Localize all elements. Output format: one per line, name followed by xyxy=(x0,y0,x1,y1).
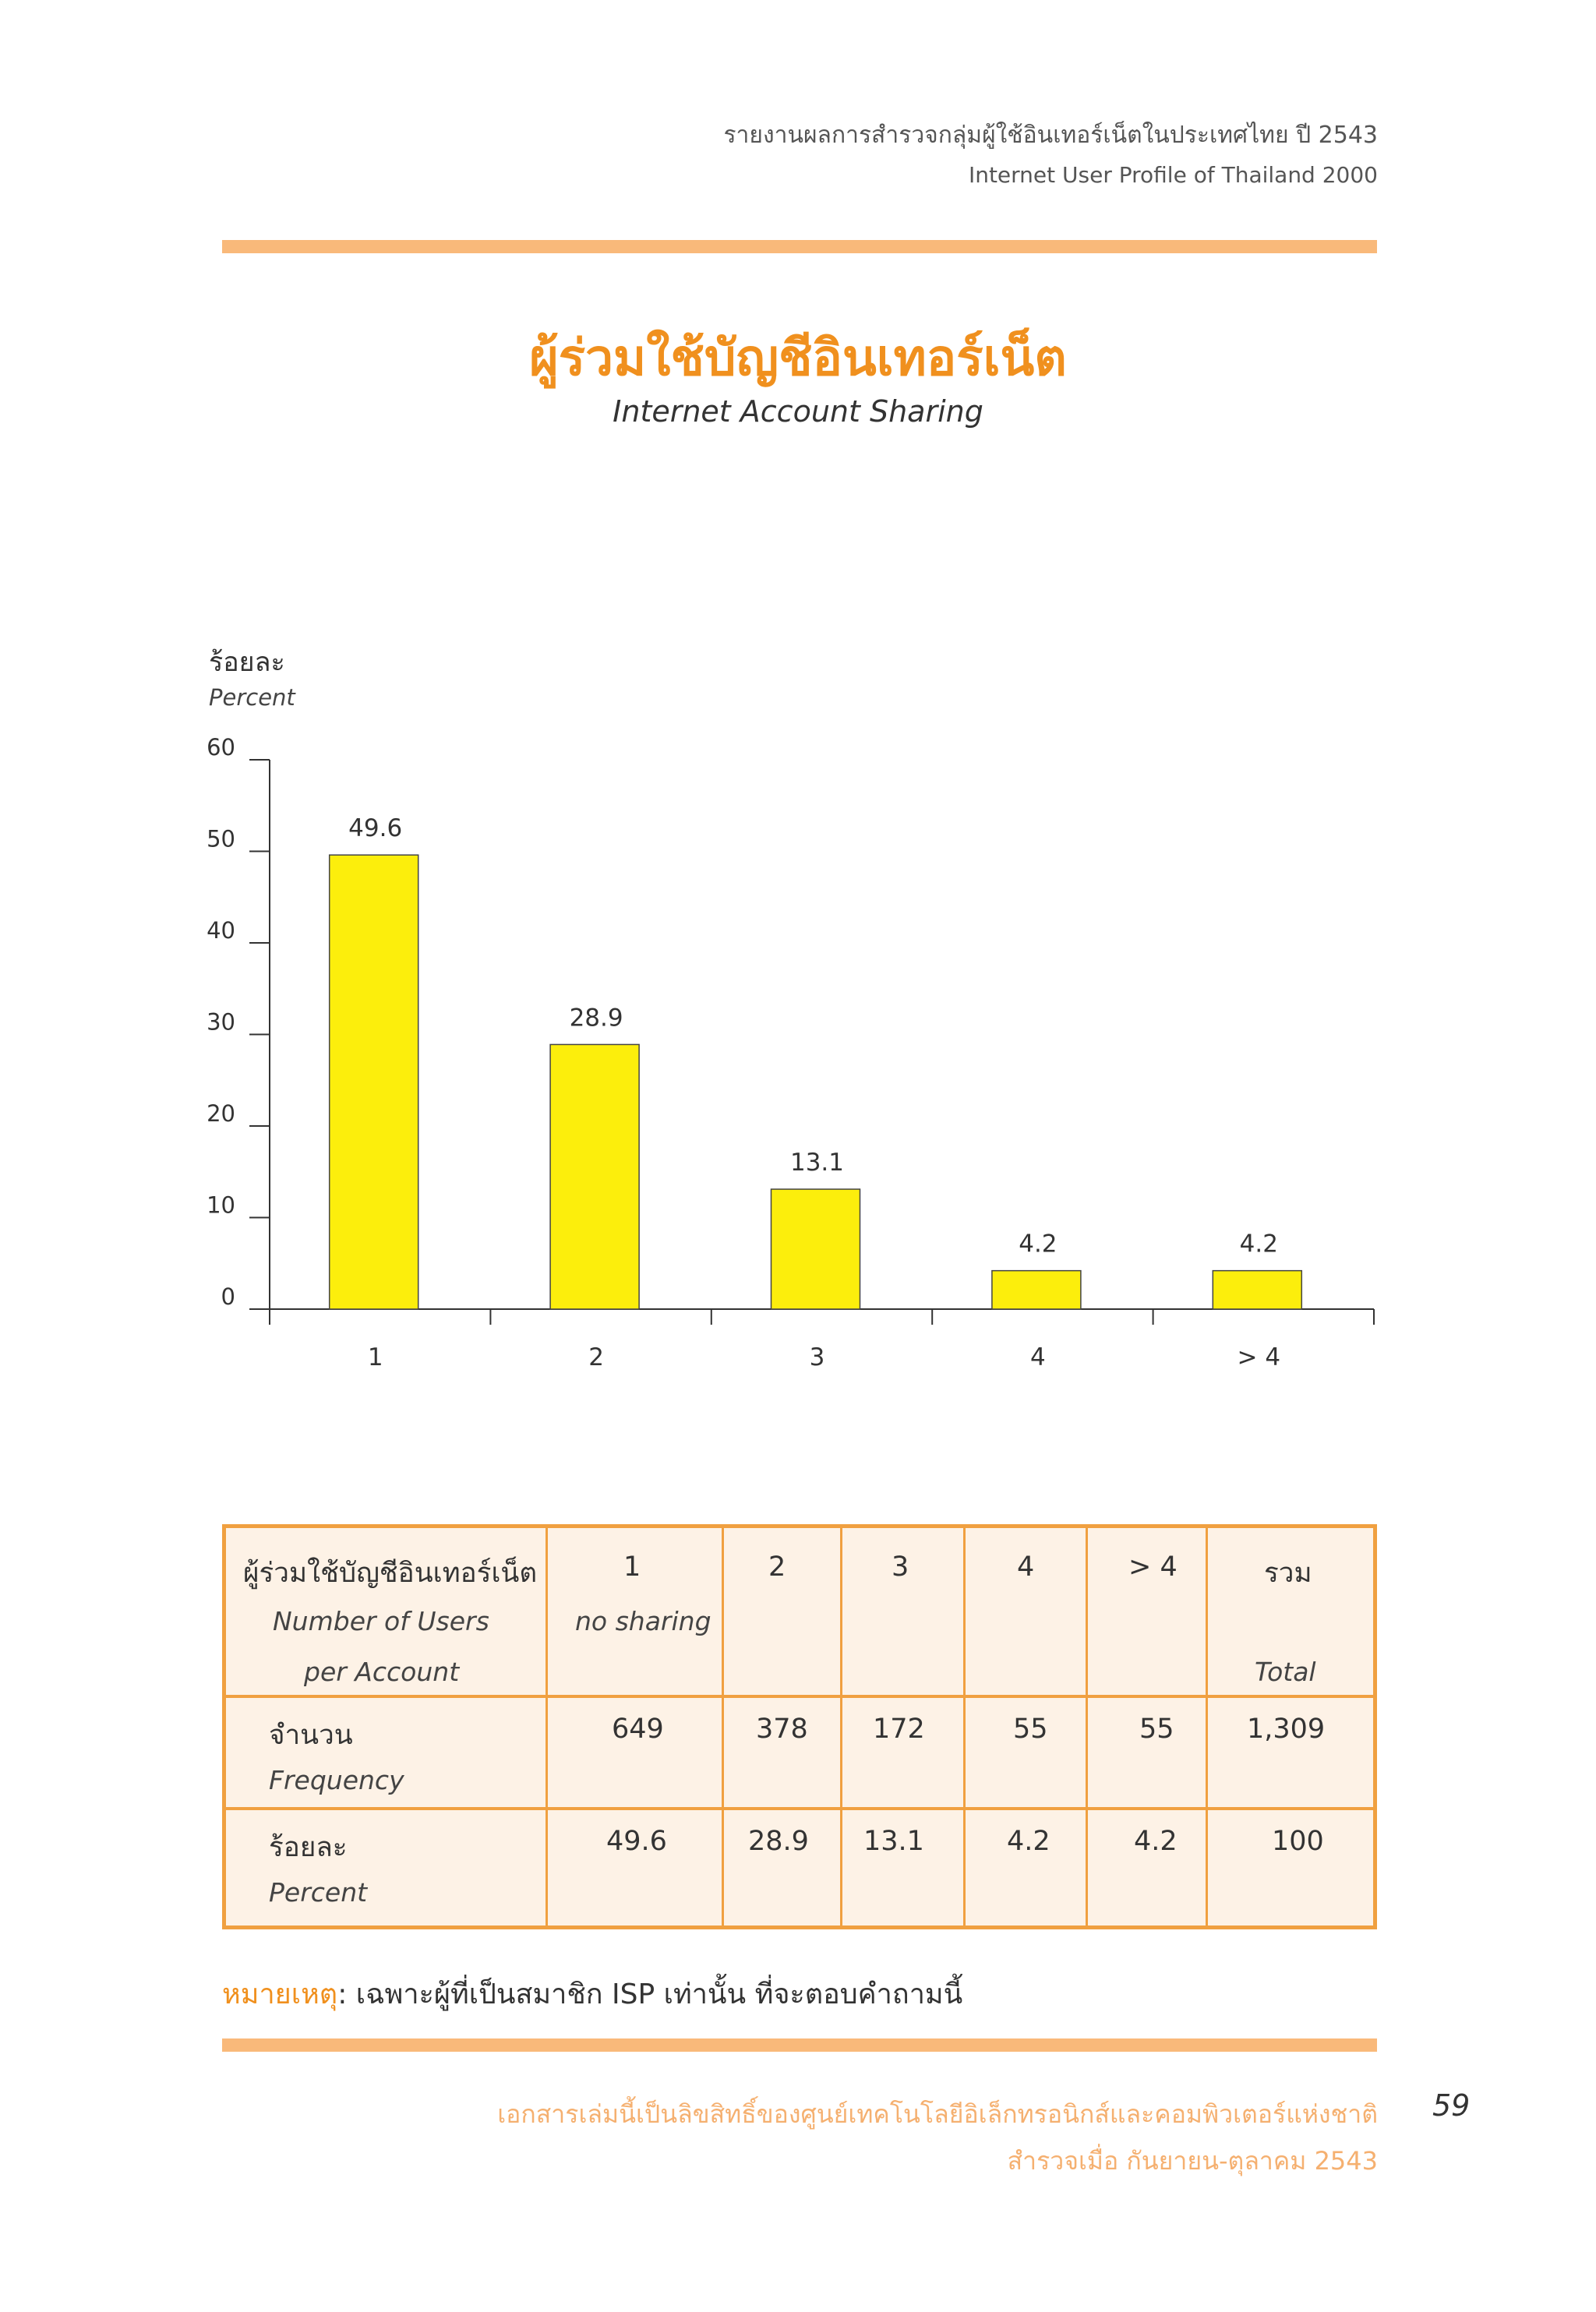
y-axis-title-english: Percent xyxy=(209,684,295,711)
table-row-percent-label-en: Percent xyxy=(269,1877,368,1908)
y-axis-title-thai: ร้อยละ xyxy=(209,647,285,678)
table-cell: 378 xyxy=(756,1714,808,1745)
y-tick-label: 50 xyxy=(207,825,235,852)
bar-data-label: 4.2 xyxy=(1239,1230,1278,1258)
x-category-label: 3 xyxy=(809,1343,825,1371)
table-col-divider xyxy=(1206,1528,1208,1925)
table-header-col-gt4: > 4 xyxy=(1128,1551,1178,1583)
table-col-divider xyxy=(963,1528,966,1925)
page-title-thai: ผู้ร่วมใช้บัญชีอินเทอร์เน็ต xyxy=(529,330,1067,387)
table-header-total-sub: Total xyxy=(1255,1657,1316,1687)
y-tick-label: 10 xyxy=(207,1191,235,1219)
bar-data-label: 4.2 xyxy=(1019,1230,1058,1258)
y-tick-label: 60 xyxy=(207,734,235,761)
footnote-text: : เฉพาะผู้ที่เป็นสมาชิก ISP เท่านั้น ที่จะตอบคำถามนี้ xyxy=(337,1978,963,2010)
table-col-divider xyxy=(1086,1528,1088,1925)
x-category-label: > 4 xyxy=(1237,1343,1281,1371)
x-category-label: 4 xyxy=(1030,1343,1046,1371)
table-cell: 55 xyxy=(1139,1714,1174,1745)
y-tick-label: 20 xyxy=(207,1100,235,1127)
bar xyxy=(992,1271,1081,1309)
table-cell: 1,309 xyxy=(1247,1714,1326,1745)
table-col-divider xyxy=(546,1528,548,1925)
bar xyxy=(330,855,418,1309)
table-header-col-3: 3 xyxy=(892,1551,909,1583)
table-col-divider xyxy=(722,1528,724,1925)
y-tick-label: 40 xyxy=(207,917,235,944)
table-row-frequency-label-thai: จำนวน xyxy=(269,1720,353,1751)
bar-data-label: 49.6 xyxy=(348,814,403,843)
table-row-divider xyxy=(226,1807,1373,1810)
table-header-col-1-sub: no sharing xyxy=(575,1606,711,1636)
bar-data-label: 13.1 xyxy=(789,1149,845,1177)
table-cell: 49.6 xyxy=(606,1826,667,1857)
table-header-col-2: 2 xyxy=(768,1551,786,1583)
bar xyxy=(1213,1271,1301,1309)
y-tick-label: 30 xyxy=(207,1008,235,1036)
table-col-divider xyxy=(840,1528,842,1925)
table-header-col-4: 4 xyxy=(1017,1551,1035,1583)
bar xyxy=(772,1189,860,1309)
table-row-frequency-label-en: Frequency xyxy=(269,1765,404,1795)
x-category-label: 2 xyxy=(588,1343,604,1371)
table-cell: 13.1 xyxy=(863,1826,924,1857)
page-title-english: Internet Account Sharing xyxy=(613,394,983,429)
y-tick-label: 0 xyxy=(221,1283,235,1310)
table-cell: 4.2 xyxy=(1134,1826,1178,1857)
bar xyxy=(550,1044,639,1309)
copyright-line: เอกสารเล่มนี้เป็นลิขสิทธิ์ของศูนย์เทคโนโลยีอิเล็กทรอนิกส์และคอมพิวเตอร์แห่งชาติ xyxy=(497,2099,1378,2129)
table-cell: 649 xyxy=(612,1714,664,1745)
report-header-thai: รายงานผลการสำรวจกลุ่มผู้ใช้อินเทอร์เน็ตในประเทศไทย ปี 2543 xyxy=(723,122,1378,149)
sharing-table xyxy=(222,1524,1377,1929)
table-cell: 100 xyxy=(1272,1826,1324,1857)
table-cell: 28.9 xyxy=(748,1826,809,1857)
table-row-divider xyxy=(226,1695,1373,1698)
bar-data-label: 28.9 xyxy=(569,1004,623,1032)
x-category-label: 1 xyxy=(367,1343,383,1371)
table-cell: 4.2 xyxy=(1007,1826,1050,1857)
table-cell: 55 xyxy=(1013,1714,1048,1745)
table-header-col-total: รวม xyxy=(1264,1558,1312,1589)
report-header-english: Internet User Profile of Thailand 2000 xyxy=(968,162,1378,188)
footnote xyxy=(222,1971,962,2016)
table-cell: 172 xyxy=(873,1714,925,1745)
bottom-divider-band xyxy=(222,2038,1377,2052)
table-row-percent-label-thai: ร้อยละ xyxy=(269,1832,348,1863)
footnote-label: หมายเหตุ xyxy=(222,1978,338,2010)
survey-date-line: สำรวจเมื่อ กันยายน-ตุลาคม 2543 xyxy=(1007,2146,1378,2176)
table-header-col-1: 1 xyxy=(623,1551,641,1583)
table-header-label-thai: ผู้ร่วมใช้บัญชีอินเทอร์เน็ต xyxy=(243,1558,538,1589)
page-number: 59 xyxy=(1432,2088,1471,2123)
table-header-label-en-line2: per Account xyxy=(304,1657,460,1687)
table-header-label-en-line1: Number of Users xyxy=(273,1606,489,1636)
